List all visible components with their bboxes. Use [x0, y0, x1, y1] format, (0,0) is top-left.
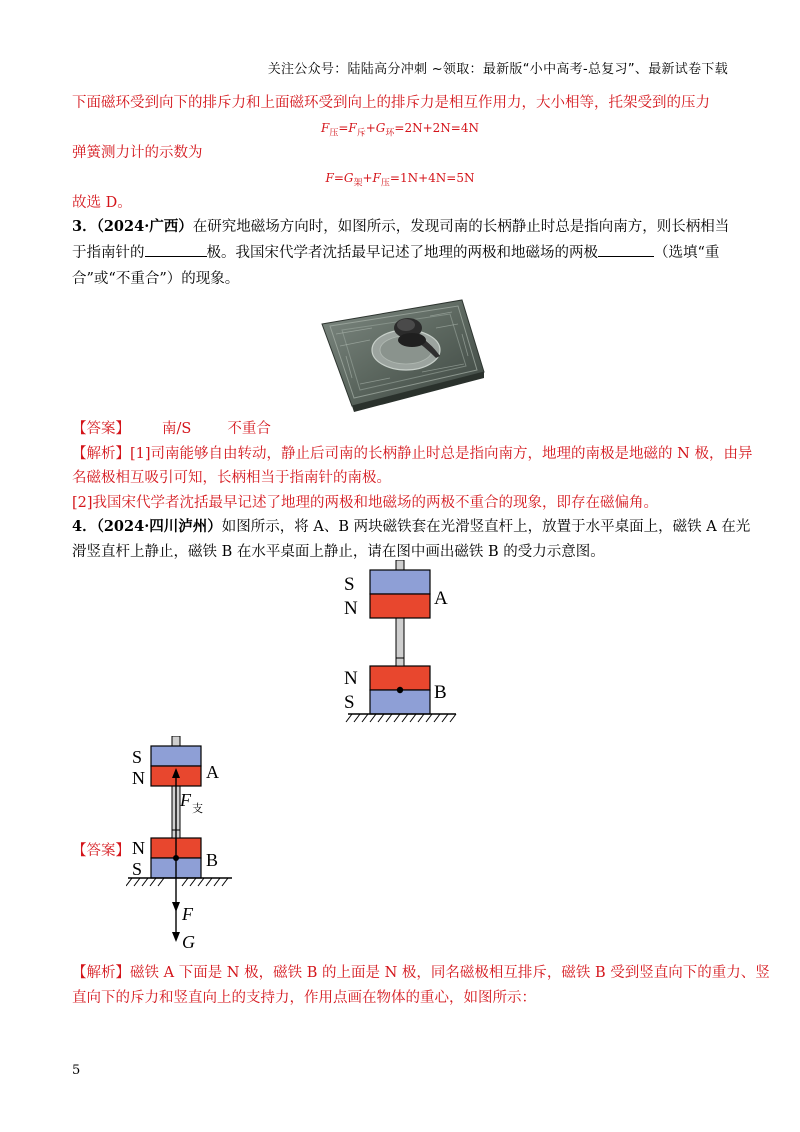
- ans-label-n-top: N: [132, 768, 145, 788]
- sinan-compass-image: [312, 294, 488, 412]
- label-b: B: [434, 682, 447, 703]
- label-n-top: N: [344, 598, 358, 619]
- label-s-top: S: [344, 574, 355, 595]
- q3-analysis-3: [2]我国宋代学者沈括最早记述了地理的两极和地磁场的两极不重合的现象，即存在磁偏角。: [72, 495, 659, 511]
- label-s-bottom: S: [344, 692, 355, 713]
- magnet-a-s: [370, 570, 430, 594]
- ans-label-n-bottom: N: [132, 838, 145, 858]
- q4-magnet-figure: [330, 560, 470, 730]
- q4-answer-tag: 【答案】: [72, 843, 130, 859]
- q4-line-1: 4．（2024·四川泸州）如图所示，将 A、B 两块磁铁套在光滑竖直杆上，放置于水平桌面上，磁铁 A 在光: [72, 518, 751, 535]
- q3-line-3: 合”或“不重合”）的现象。: [72, 271, 240, 287]
- ans-label-b: B: [206, 850, 219, 870]
- ans-label-f: F: [182, 904, 193, 924]
- q4-answer-figure: [126, 736, 246, 956]
- ans-label-s-top: S: [132, 747, 143, 767]
- prev-line-2: 弹簧测力计的示数为: [72, 145, 203, 161]
- center-of-mass-dot: [397, 687, 403, 693]
- q4-line-2: 滑竖直杆上静止，磁铁 B 在水平桌面上静止，请在图中画出磁铁 B 的受力示意图。: [72, 544, 605, 560]
- q3-line-2: 于指南针的 极。我国宋代学者沈括最早记述了地理的两极和地磁场的两极 （选填“重: [72, 242, 719, 264]
- q3-analysis-1: 【解析】[1]司南能够自由转动，静止后司南的长柄静止时总是指向南方，地理的南极是地磁的 N 极，由异: [72, 446, 753, 462]
- q3-answer: 【答案】 南/S 不重合: [72, 421, 271, 437]
- equation-2: $F=G_架+F_压=1N+4N=5N$: [325, 171, 475, 189]
- magnet-b-n: [370, 666, 430, 690]
- q3-analysis-2: 名磁极相互吸引可知，长柄相当于指南针的南极。: [72, 470, 391, 486]
- page-header: 关注公众号：陆陆高分冲刺 ~领取：最新版“小中高考-总复习”、最新试卷下载: [267, 62, 728, 77]
- prev-line-3: 故选 D。: [72, 195, 132, 211]
- equation-1: $F_压=F_斥+G_环=2N+2N=4N$: [321, 121, 479, 139]
- prev-line-1: 下面磁环受到向下的排斥力和上面磁环受到向上的排斥力是相互作用力，大小相等，托架受到的压力: [72, 95, 710, 111]
- q4-analysis-1: 【解析】磁铁 A 下面是 N 极，磁铁 B 的上面是 N 极，同名磁极相互排斥，磁铁 B 受到竖直向下的重力、竖: [72, 965, 770, 981]
- q3-line-1: 3．（2024·广西）在研究地磁场方向时，如图所示，发现司南的长柄静止时总是指向南方，则长柄相当: [72, 218, 730, 235]
- answer-blank-2: [598, 242, 654, 257]
- ans-label-g: G: [182, 932, 195, 952]
- magnet-b-s: [370, 690, 430, 714]
- label-n-bottom: N: [344, 668, 358, 689]
- magnet-a-n: [370, 594, 430, 618]
- label-a: A: [434, 588, 448, 609]
- ans-label-s-bottom: S: [132, 859, 143, 879]
- ans-label-f-support: F: [180, 790, 191, 810]
- ans-label-a: A: [206, 762, 219, 782]
- ans-label-f-support-sub: 支: [192, 802, 203, 815]
- page-number: 5: [72, 1063, 81, 1078]
- q4-analysis-2: 直向下的斥力和竖直向上的支持力，作用点画在物体的重心，如图所示：: [72, 990, 536, 1006]
- answer-blank-1: [145, 242, 207, 257]
